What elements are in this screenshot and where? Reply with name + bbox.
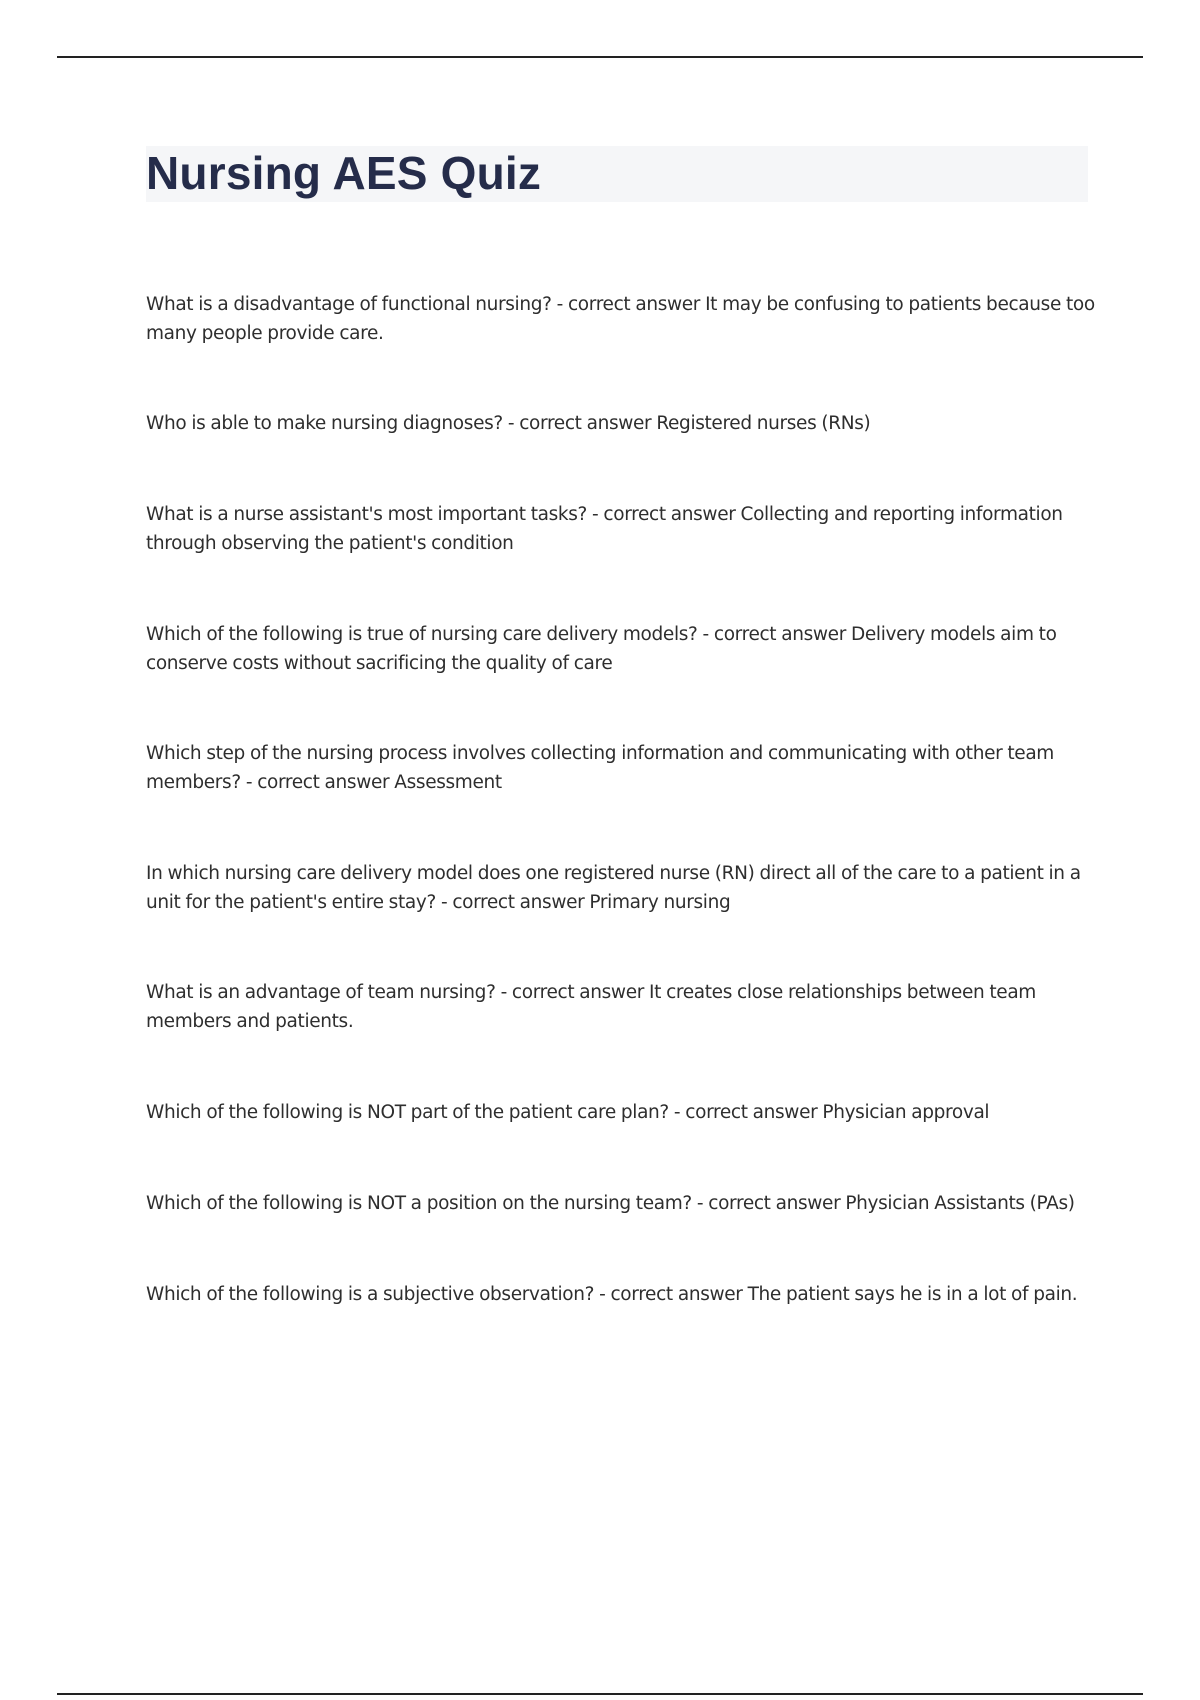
question-item: What is a disadvantage of functional nursing? - correct answer It may be confusing to patients because too many people provide care. [146, 294, 1095, 344]
question-item: Which of the following is NOT part of the patient care plan? - correct answer Physician approval [146, 1102, 990, 1123]
top-divider [57, 56, 1143, 58]
question-item: Which of the following is NOT a position on the nursing team? - correct answer Physician Assistants (PAs) [146, 1193, 1075, 1214]
question-item: Which of the following is a subjective observation? - correct answer The patient says he is in a lot of pain. [146, 1284, 1078, 1305]
question-item: What is an advantage of team nursing? - correct answer It creates close relationships between team members and patients. [146, 982, 1036, 1032]
question-item: Which step of the nursing process involves collecting information and communicating with other team members? - correct answer Assessment [146, 743, 1054, 793]
bottom-divider [57, 1693, 1143, 1695]
question-item: What is a nurse assistant's most important tasks? - correct answer Collecting and reporting information through observing the patient's condition [146, 504, 1063, 554]
question-item: In which nursing care delivery model does one registered nurse (RN) direct all of the care to a patient in a unit for the patient's entire stay? - correct answer Primary nursing [146, 863, 1081, 913]
question-item: Who is able to make nursing diagnoses? - correct answer Registered nurses (RNs) [146, 413, 871, 434]
question-item: Which of the following is true of nursing care delivery models? - correct answer Delivery models aim to conserve costs without sacrificing the quality of care [146, 624, 1057, 674]
page-title: Nursing AES Quiz [146, 147, 542, 199]
